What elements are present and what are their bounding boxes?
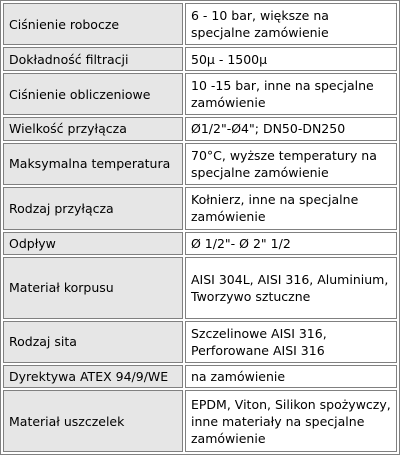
- row-label: Rodzaj przyłącza: [3, 187, 183, 229]
- row-value: EPDM, Viton, Silikon spożywczy, inne materiały na specjalne zamówienie: [185, 390, 397, 452]
- row-label: Wielkość przyłącza: [3, 117, 183, 140]
- row-label: Odpływ: [3, 232, 183, 255]
- table-row: [3, 3, 397, 45]
- row-value: Szczelinowe AISI 316, Perforowane AISI 316: [185, 321, 397, 363]
- row-label: Rodzaj sita: [3, 321, 183, 363]
- row-label: Materiał korpusu: [3, 257, 183, 319]
- table-row: [3, 47, 397, 70]
- row-label: Dyrektywa ATEX 94/9/WE: [3, 365, 183, 388]
- row-label: Ciśnienie obliczeniowe: [3, 73, 183, 115]
- table-row: [3, 257, 397, 319]
- row-value: Kołnierz, inne na specjalne zamówienie: [185, 187, 397, 229]
- row-value: 6 - 10 bar, większe na specjalne zamówienie: [185, 3, 397, 45]
- table-row: [3, 187, 397, 229]
- table-row: [3, 232, 397, 255]
- row-value: Ø 1/2"- Ø 2" 1/2: [185, 232, 397, 255]
- table-row: [3, 390, 397, 452]
- table-row: [3, 73, 397, 115]
- row-value: Ø1/2"-Ø4"; DN50-DN250: [185, 117, 397, 140]
- table-row: [3, 321, 397, 363]
- row-label: Ciśnienie robocze: [3, 3, 183, 45]
- row-value: 50μ - 1500μ: [185, 47, 397, 70]
- table-row: [3, 117, 397, 140]
- row-value: AISI 304L, AISI 316, Aluminium, Tworzywo sztuczne: [185, 257, 397, 319]
- row-value: na zamówienie: [185, 365, 397, 388]
- row-value: 70°C, wyższe temperatury na specjalne zamówienie: [185, 143, 397, 185]
- row-label: Maksymalna temperatura: [3, 143, 183, 185]
- row-label: Materiał uszczelek: [3, 390, 183, 452]
- row-label: Dokładność filtracji: [3, 47, 183, 70]
- row-value: 10 -15 bar, inne na specjalne zamówienie: [185, 73, 397, 115]
- table-row: [3, 143, 397, 185]
- table-row: [3, 365, 397, 388]
